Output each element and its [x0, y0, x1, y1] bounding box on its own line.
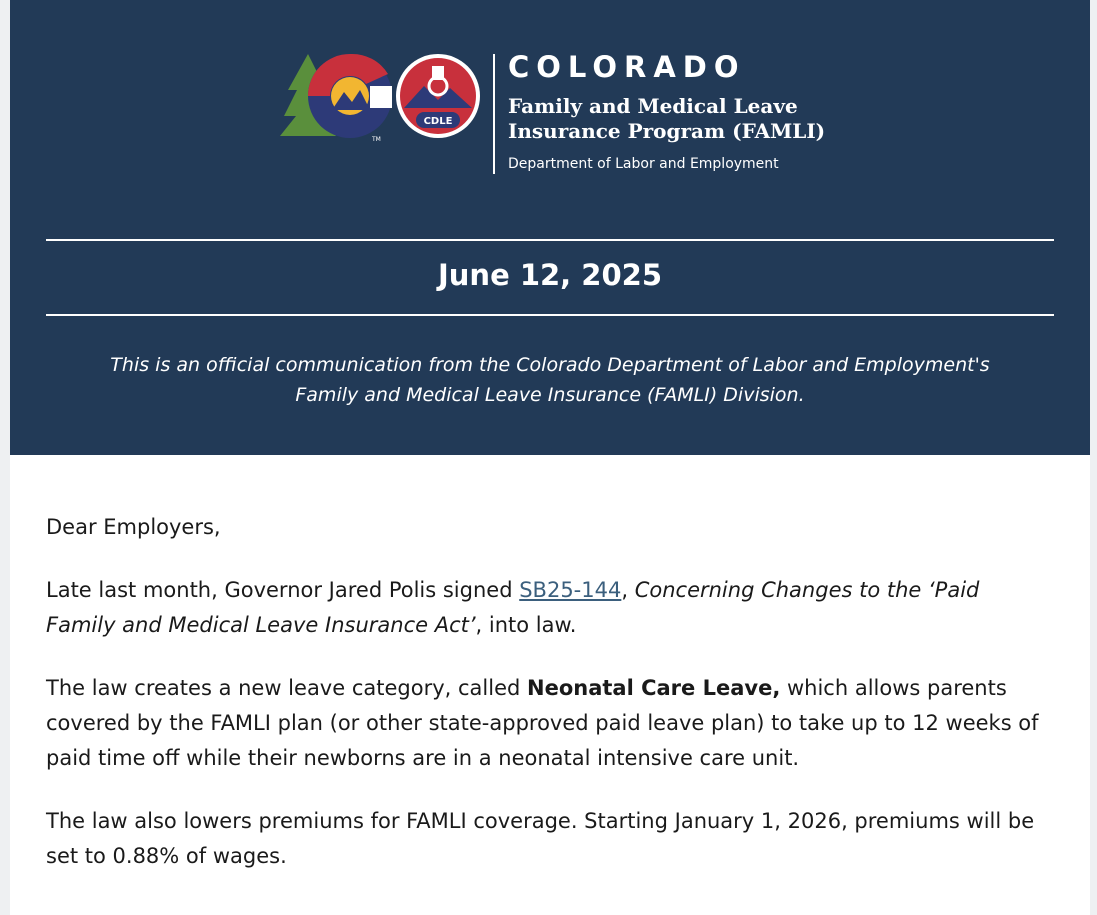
- svg-text:TM: TM: [372, 136, 381, 143]
- paragraph-premiums: The law also lowers premiums for FAMLI coverage. Starting January 1, 2026, premiums will be set to 0.88% of wages.: [46, 809, 1035, 868]
- header-divider-top: [46, 239, 1054, 241]
- program-name: [508, 94, 825, 144]
- logo-divider: [493, 54, 495, 174]
- program-name-line2: Insurance Program (FAMLI): [508, 119, 826, 143]
- official-disclaimer: [50, 350, 1050, 410]
- email-container: [10, 0, 1090, 915]
- paragraph-bill-signed: [46, 573, 1054, 643]
- p2-prefix: The law creates a new leave category, called: [46, 676, 528, 700]
- colorado-logo-icon: [280, 50, 490, 150]
- p1-suffix: , into law.: [475, 613, 577, 637]
- disclaimer-line2: Family and Medical Leave Insurance (FAMLI) Division.: [295, 384, 805, 406]
- neonatal-care-leave-term: Neonatal Care Leave,: [527, 676, 781, 700]
- greeting: Dear Employers,: [46, 515, 221, 539]
- email-header: [10, 0, 1090, 455]
- p1-sep: ,: [621, 578, 635, 602]
- p2-suffix: which allows parents covered by the FAMLI plan (or other state-approved paid leave plan) to take up to 12 weeks of paid time off while their newborns are in a neonatal intensive care unit.: [46, 676, 1039, 770]
- sb25-144-link[interactable]: SB25-144: [519, 578, 622, 602]
- p1-prefix: Late last month, Governor Jared Polis signed: [46, 578, 520, 602]
- disclaimer-line1: This is an official communication from the Colorado Department of Labor and Employment's: [110, 354, 990, 376]
- email-body: [10, 455, 1090, 874]
- department-name: Department of Labor and Employment: [508, 156, 779, 172]
- logo-lockup: [280, 50, 840, 180]
- brand-title: COLORADO: [508, 50, 746, 84]
- email-date: June 12, 2025: [437, 258, 663, 292]
- program-name-line1: Family and Medical Leave: [508, 94, 798, 118]
- header-divider-bottom: [46, 314, 1054, 316]
- paragraph-neonatal-leave: [46, 671, 1054, 776]
- bill-title: Concerning Changes to the ‘Paid Family and Medical Leave Insurance Act’: [46, 578, 980, 637]
- svg-text:CDLE: CDLE: [423, 116, 453, 127]
